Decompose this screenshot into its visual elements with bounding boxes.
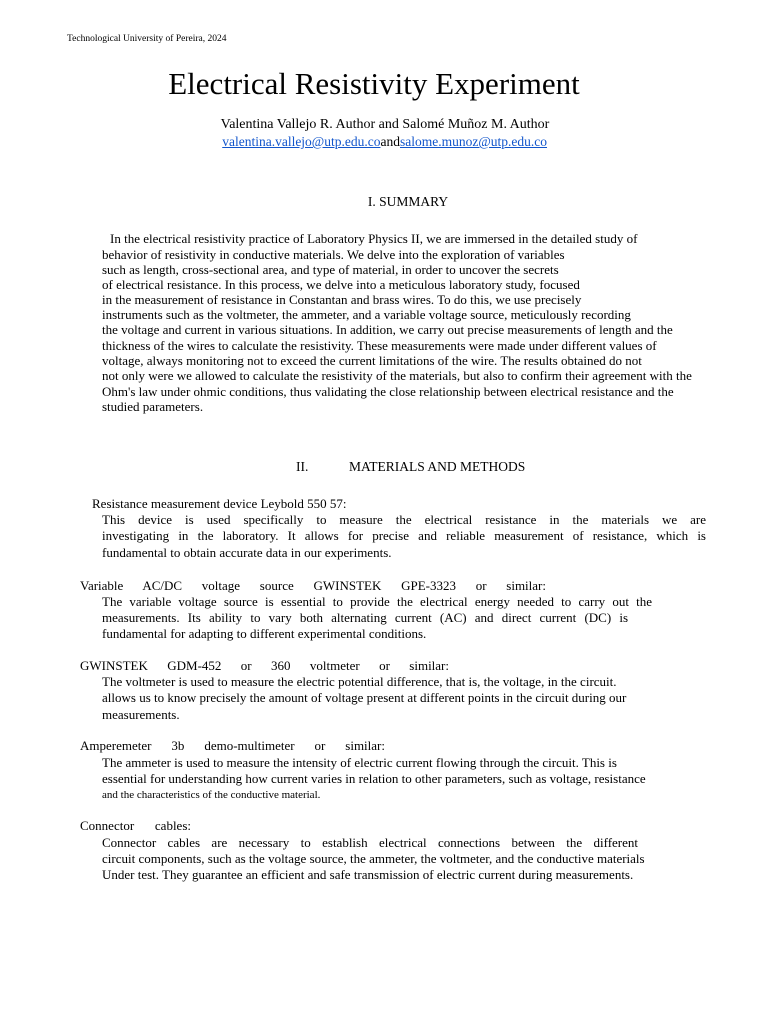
material-desc-line: measurements.: [102, 707, 180, 722]
material-desc-line: The voltmeter is used to measure the electric potential difference, that is, the voltage, in the circuit.: [102, 674, 617, 689]
material-title: Resistance measurement device Leybold 550 57:: [92, 496, 347, 511]
material-desc-line: allows us to know precisely the amount of voltage present at different points in the circuit during our: [102, 690, 627, 705]
summary-line: the voltage and current in various situations. In addition, we carry out precise measurements of length and the: [102, 322, 673, 337]
material-desc-line: essential for understanding how current varies in relation to other parameters, such as voltage, resistance: [102, 771, 646, 786]
email-line: [0, 134, 768, 150]
email-link-salome[interactable]: salome.munoz@utp.edu.co: [399, 134, 548, 149]
summary-line: in the measurement of resistance in Constantan and brass wires. To do this, we use precisely: [102, 292, 582, 307]
paper-title: Electrical Resistivity Experiment: [168, 66, 580, 101]
material-desc-line: fundamental for adapting to different experimental conditions.: [102, 626, 427, 641]
material-desc-line: Connector cables are necessary to establish electrical connections between the different: [102, 835, 638, 850]
summary-line: voltage, always monitoring not to exceed the current limitations of the wire. The results obtained do not: [102, 353, 642, 368]
email-link-valentina[interactable]: valentina.vallejo@utp.edu.co: [222, 134, 381, 149]
material-title: Variable AC/DC voltage source GWINSTEK GPE-3323 or similar:: [80, 578, 546, 593]
header-note: Technological University of Pereira, 2024: [67, 34, 227, 44]
material-title: Connector cables:: [80, 818, 191, 833]
summary-heading: I. SUMMARY: [367, 194, 449, 209]
material-desc-line: The variable voltage source is essential to provide the electrical energy needed to carry out the: [102, 594, 652, 609]
material-desc-line: and the characteristics of the conductive material.: [102, 789, 321, 801]
methods-heading: [296, 459, 525, 475]
material-title: GWINSTEK GDM-452 or 360 voltmeter or similar:: [80, 658, 449, 673]
summary-line: In the electrical resistivity practice of Laboratory Physics II, we are immersed in the detailed study of: [110, 231, 638, 246]
material-desc-line: fundamental to obtain accurate data in our experiments.: [102, 545, 392, 560]
material-title: Amperemeter 3b demo-multimeter or similar:: [80, 738, 385, 753]
material-desc-line: measurements. Its ability to vary both alternating current (AC) and direct current (DC) is: [102, 610, 628, 625]
summary-line: such as length, cross-sectional area, and type of material, in order to uncover the secrets: [102, 262, 559, 277]
summary-line: of electrical resistance. In this process, we delve into a meticulous laboratory study, focused: [102, 277, 580, 292]
summary-line: studied parameters.: [102, 399, 204, 414]
material-desc-line: This device is used specifically to measure the electrical resistance in the materials we are: [102, 512, 706, 527]
email-separator: and: [380, 134, 400, 149]
summary-line: thickness of the wires to calculate the resistivity. These measurements were made under different values of: [102, 338, 657, 353]
material-desc-line: The ammeter is used to measure the intensity of electric current flowing through the circuit. This is: [102, 755, 617, 770]
material-desc-line: investigating in the laboratory. It allows for precise and reliable measurement of resistance, which is: [102, 528, 706, 543]
author-line: Valentina Vallejo R. Author and Salomé Muñoz M. Author: [220, 117, 550, 132]
summary-line: not only were we allowed to calculate the resistivity of the materials, but also to confirm their agreement with the: [102, 368, 692, 383]
summary-line: Ohm's law under ohmic conditions, thus validating the close relationship between electrical resistance and the: [102, 384, 674, 399]
summary-line: instruments such as the voltmeter, the ammeter, and a variable voltage source, meticulously recording: [102, 307, 631, 322]
summary-line: behavior of resistivity in conductive materials. We delve into the exploration of variables: [102, 247, 565, 262]
methods-heading-number: II.: [296, 459, 309, 474]
methods-heading-text: MATERIALS AND METHODS: [349, 459, 526, 474]
material-desc-line: circuit components, such as the voltage source, the ammeter, the voltmeter, and the conductive materials: [102, 851, 645, 866]
material-desc-line: Under test. They guarantee an efficient and safe transmission of electric current during measurements.: [102, 867, 634, 882]
